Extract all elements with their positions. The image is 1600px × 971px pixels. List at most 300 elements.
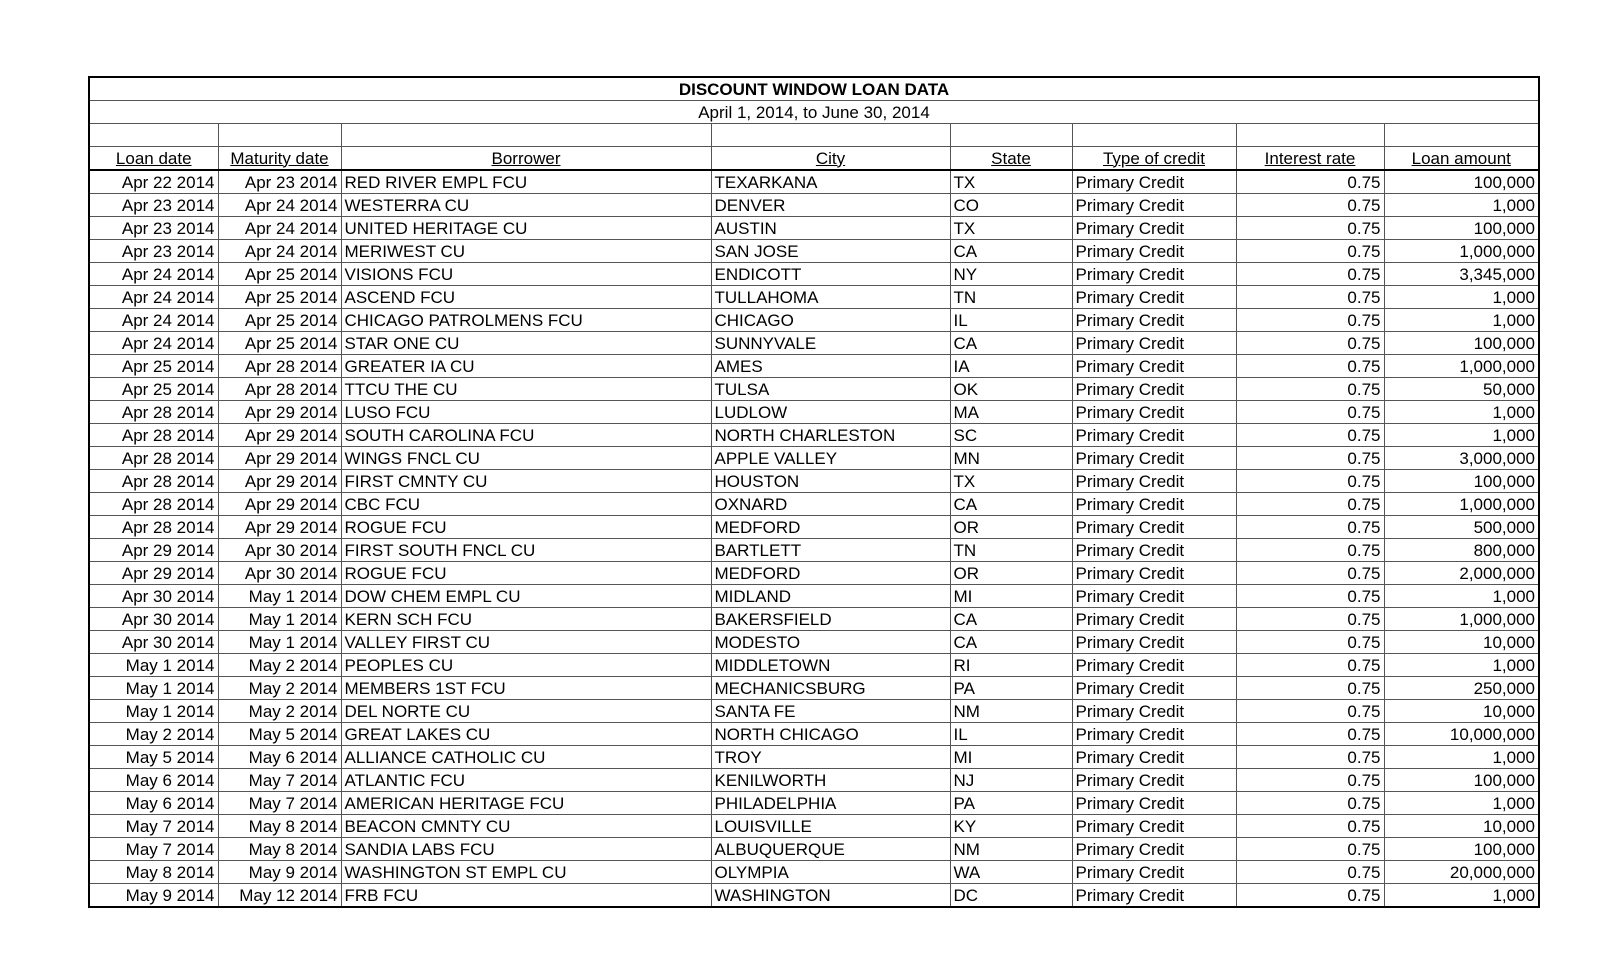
cell-loan-amount: 2,000,000	[1384, 562, 1539, 585]
cell-loan-amount: 50,000	[1384, 378, 1539, 401]
cell-loan-date: Apr 30 2014	[89, 608, 218, 631]
cell-city: SUNNYVALE	[711, 332, 950, 355]
cell-borrower: MEMBERS 1ST FCU	[341, 677, 711, 700]
cell-city: ENDICOTT	[711, 263, 950, 286]
cell-loan-amount: 100,000	[1384, 332, 1539, 355]
cell-type-of-credit: Primary Credit	[1072, 746, 1236, 769]
table-row	[89, 286, 1539, 309]
cell-type-of-credit: Primary Credit	[1072, 263, 1236, 286]
cell-loan-date: May 1 2014	[89, 677, 218, 700]
cell-loan-date: May 6 2014	[89, 792, 218, 815]
table-row	[89, 585, 1539, 608]
table-row	[89, 769, 1539, 792]
cell-maturity-date: May 9 2014	[218, 861, 341, 884]
table-subtitle: April 1, 2014, to June 30, 2014	[89, 101, 1539, 124]
cell-city: MEDFORD	[711, 516, 950, 539]
cell-city: PHILADELPHIA	[711, 792, 950, 815]
cell-interest-rate: 0.75	[1236, 240, 1384, 263]
cell-loan-amount: 10,000,000	[1384, 723, 1539, 746]
cell-interest-rate: 0.75	[1236, 792, 1384, 815]
cell-interest-rate: 0.75	[1236, 217, 1384, 240]
column-header-loan-amount: Loan amount	[1384, 147, 1539, 171]
cell-maturity-date: Apr 24 2014	[218, 194, 341, 217]
table-row	[89, 309, 1539, 332]
cell-type-of-credit: Primary Credit	[1072, 585, 1236, 608]
column-header-state: State	[950, 147, 1072, 171]
cell-loan-amount: 500,000	[1384, 516, 1539, 539]
cell-maturity-date: May 2 2014	[218, 654, 341, 677]
cell-state: IL	[950, 309, 1072, 332]
cell-loan-date: Apr 24 2014	[89, 263, 218, 286]
cell-borrower: MERIWEST CU	[341, 240, 711, 263]
cell-loan-date: Apr 30 2014	[89, 631, 218, 654]
cell-state: NM	[950, 700, 1072, 723]
cell-state: OR	[950, 562, 1072, 585]
table-row	[89, 194, 1539, 217]
cell-loan-amount: 10,000	[1384, 815, 1539, 838]
table-row	[89, 217, 1539, 240]
cell-maturity-date: May 2 2014	[218, 700, 341, 723]
cell-borrower: ALLIANCE CATHOLIC CU	[341, 746, 711, 769]
cell-loan-amount: 10,000	[1384, 631, 1539, 654]
cell-type-of-credit: Primary Credit	[1072, 332, 1236, 355]
cell-borrower: GREATER IA CU	[341, 355, 711, 378]
cell-loan-amount: 100,000	[1384, 217, 1539, 240]
cell-borrower: TTCU THE CU	[341, 378, 711, 401]
cell-state: NM	[950, 838, 1072, 861]
cell-borrower: BEACON CMNTY CU	[341, 815, 711, 838]
cell-borrower: ATLANTIC FCU	[341, 769, 711, 792]
cell-city: AUSTIN	[711, 217, 950, 240]
cell-borrower: WASHINGTON ST EMPL CU	[341, 861, 711, 884]
cell-maturity-date: Apr 23 2014	[218, 170, 341, 194]
table-row	[89, 723, 1539, 746]
cell-interest-rate: 0.75	[1236, 378, 1384, 401]
table-row	[89, 746, 1539, 769]
cell-loan-date: May 9 2014	[89, 884, 218, 908]
cell-interest-rate: 0.75	[1236, 769, 1384, 792]
cell-maturity-date: Apr 28 2014	[218, 355, 341, 378]
table-row	[89, 516, 1539, 539]
cell-borrower: VALLEY FIRST CU	[341, 631, 711, 654]
cell-maturity-date: May 1 2014	[218, 585, 341, 608]
cell-borrower: FIRST SOUTH FNCL CU	[341, 539, 711, 562]
cell-borrower: WESTERRA CU	[341, 194, 711, 217]
cell-loan-date: May 2 2014	[89, 723, 218, 746]
cell-loan-amount: 1,000,000	[1384, 240, 1539, 263]
cell-city: TROY	[711, 746, 950, 769]
cell-loan-date: Apr 28 2014	[89, 447, 218, 470]
cell-loan-amount: 1,000	[1492, 885, 1536, 905]
cell-loan-date: May 1 2014	[89, 700, 218, 723]
cell-state: WA	[950, 861, 1072, 884]
cell-city: MECHANICSBURG	[711, 677, 950, 700]
cell-city: TEXARKANA	[711, 170, 950, 194]
cell-city: AMES	[711, 355, 950, 378]
cell-city: OLYMPIA	[711, 861, 950, 884]
cell-maturity-date: Apr 25 2014	[218, 263, 341, 286]
cell-loan-date: Apr 22 2014	[89, 170, 218, 194]
cell-borrower: DEL NORTE CU	[341, 700, 711, 723]
cell-interest-rate: 0.75	[1236, 608, 1384, 631]
table-row	[89, 493, 1539, 516]
cell-loan-date: Apr 23 2014	[89, 217, 218, 240]
cell-state: MI	[950, 746, 1072, 769]
cell-type-of-credit: Primary Credit	[1072, 815, 1236, 838]
cell-loan-amount: 1,000,000	[1384, 493, 1539, 516]
cell-loan-date: Apr 28 2014	[89, 424, 218, 447]
cell-maturity-date: Apr 29 2014	[218, 470, 341, 493]
cell-state: DC	[950, 884, 1072, 908]
cell-borrower: PEOPLES CU	[341, 654, 711, 677]
cell-city: HOUSTON	[711, 470, 950, 493]
table-row	[89, 792, 1539, 815]
cell-type-of-credit: Primary Credit	[1072, 194, 1236, 217]
cell-borrower: ROGUE FCU	[341, 516, 711, 539]
cell-type-of-credit: Primary Credit	[1072, 378, 1236, 401]
blank-row	[89, 124, 1539, 147]
cell-type-of-credit: Primary Credit	[1072, 792, 1236, 815]
cell-type-of-credit: Primary Credit	[1072, 654, 1236, 677]
cell-maturity-date: May 7 2014	[218, 769, 341, 792]
cell-borrower: SOUTH CAROLINA FCU	[341, 424, 711, 447]
cell-city: LOUISVILLE	[711, 815, 950, 838]
cell-borrower: CHICAGO PATROLMENS FCU	[341, 309, 711, 332]
cell-state: CA	[950, 631, 1072, 654]
table-row	[89, 838, 1539, 861]
cell-interest-rate: 0.75	[1236, 539, 1384, 562]
cell-state: CA	[950, 493, 1072, 516]
cell-loan-date: May 1 2014	[89, 654, 218, 677]
cell-type-of-credit: Primary Credit	[1072, 631, 1236, 654]
cell-interest-rate: 0.75	[1236, 723, 1384, 746]
cell-loan-amount: 20,000,000	[1384, 861, 1539, 884]
column-header-city: City	[711, 147, 950, 171]
cell-loan-amount: 10,000	[1384, 700, 1539, 723]
cell-interest-rate: 0.75	[1236, 447, 1384, 470]
table-row	[89, 631, 1539, 654]
cell-borrower: GREAT LAKES CU	[341, 723, 711, 746]
cell-maturity-date: Apr 25 2014	[218, 309, 341, 332]
cell-borrower: STAR ONE CU	[341, 332, 711, 355]
table-row	[89, 401, 1539, 424]
cell-type-of-credit: Primary Credit	[1072, 608, 1236, 631]
cell-borrower: VISIONS FCU	[341, 263, 711, 286]
loan-data-table	[88, 76, 1540, 908]
cell-interest-rate: 0.75	[1236, 516, 1384, 539]
cell-interest-rate: 0.75	[1236, 170, 1384, 194]
cell-type-of-credit: Primary Credit	[1072, 700, 1236, 723]
cell-maturity-date: Apr 24 2014	[218, 240, 341, 263]
cell-city: MEDFORD	[711, 562, 950, 585]
column-header-interest-rate: Interest rate	[1236, 147, 1384, 171]
cell-loan-date: Apr 30 2014	[89, 585, 218, 608]
cell-interest-rate: 0.75	[1236, 355, 1384, 378]
cell-city: APPLE VALLEY	[711, 447, 950, 470]
cell-borrower: UNITED HERITAGE CU	[341, 217, 711, 240]
cell-interest-rate: 0.75	[1236, 654, 1384, 677]
cell-loan-date: May 8 2014	[89, 861, 218, 884]
cell-state: IL	[950, 723, 1072, 746]
table-row	[89, 539, 1539, 562]
cell-type-of-credit: Primary Credit	[1072, 309, 1236, 332]
cell-loan-amount: 1,000	[1384, 424, 1539, 447]
cell-state: CA	[950, 608, 1072, 631]
cell-loan-date: Apr 28 2014	[89, 493, 218, 516]
cell-interest-rate: 0.75	[1236, 677, 1384, 700]
cell-interest-rate: 0.75	[1236, 194, 1384, 217]
cell-interest-rate: 0.75	[1236, 815, 1384, 838]
cell-state: TN	[950, 286, 1072, 309]
cell-state: MN	[950, 447, 1072, 470]
cell-maturity-date: Apr 24 2014	[218, 217, 341, 240]
cell-borrower: ROGUE FCU	[341, 562, 711, 585]
cell-state: TX	[950, 470, 1072, 493]
table-row	[89, 447, 1539, 470]
cell-interest-rate: 0.75	[1236, 838, 1384, 861]
cell-city: ALBUQUERQUE	[711, 838, 950, 861]
cell-loan-amount: 100,000	[1384, 769, 1539, 792]
cell-borrower: WINGS FNCL CU	[341, 447, 711, 470]
cell-loan-date: Apr 24 2014	[89, 309, 218, 332]
cell-maturity-date: May 1 2014	[218, 608, 341, 631]
table-title: DISCOUNT WINDOW LOAN DATA	[89, 77, 1539, 101]
cell-maturity-date: Apr 29 2014	[218, 401, 341, 424]
cell-type-of-credit: Primary Credit	[1072, 723, 1236, 746]
cell-borrower: CBC FCU	[341, 493, 711, 516]
cell-loan-date: Apr 25 2014	[89, 378, 218, 401]
cell-state: OK	[950, 378, 1072, 401]
cell-city: NORTH CHARLESTON	[711, 424, 950, 447]
cell-city: MIDDLETOWN	[711, 654, 950, 677]
cell-state: MA	[950, 401, 1072, 424]
table-row	[89, 608, 1539, 631]
cell-interest-rate: 0.75	[1236, 332, 1384, 355]
cell-loan-date: Apr 24 2014	[89, 286, 218, 309]
cell-state: NJ	[950, 769, 1072, 792]
table-row	[89, 424, 1539, 447]
cell-maturity-date: Apr 29 2014	[218, 447, 341, 470]
column-header-row	[89, 147, 1539, 171]
cell-type-of-credit: Primary Credit	[1072, 884, 1236, 908]
cell-borrower: DOW CHEM EMPL CU	[341, 585, 711, 608]
cell-loan-date: May 7 2014	[89, 838, 218, 861]
table-row	[89, 562, 1539, 585]
cell-loan-amount: 1,000	[1384, 792, 1539, 815]
cell-maturity-date: Apr 29 2014	[218, 516, 341, 539]
cell-type-of-credit: Primary Credit	[1072, 355, 1236, 378]
cell-borrower: LUSO FCU	[341, 401, 711, 424]
cell-loan-amount: 1,000	[1384, 286, 1539, 309]
cell-loan-amount: 250,000	[1384, 677, 1539, 700]
cell-city: MODESTO	[711, 631, 950, 654]
cell-loan-date: Apr 24 2014	[89, 332, 218, 355]
cell-state: RI	[950, 654, 1072, 677]
column-header-borrower: Borrower	[341, 147, 711, 171]
table-row	[89, 700, 1539, 723]
cell-state: PA	[950, 677, 1072, 700]
table-row	[89, 378, 1539, 401]
cell-borrower: FIRST CMNTY CU	[341, 470, 711, 493]
cell-state: IA	[950, 355, 1072, 378]
cell-borrower: RED RIVER EMPL FCU	[341, 170, 711, 194]
cell-maturity-date: Apr 30 2014	[218, 562, 341, 585]
cell-type-of-credit: Primary Credit	[1072, 170, 1236, 194]
cell-type-of-credit: Primary Credit	[1072, 677, 1236, 700]
cell-type-of-credit: Primary Credit	[1072, 217, 1236, 240]
cell-interest-rate: 0.75	[1236, 493, 1384, 516]
cell-loan-amount: 1,000	[1384, 654, 1539, 677]
table-body	[89, 170, 1539, 907]
cell-city: BARTLETT	[711, 539, 950, 562]
cell-type-of-credit: Primary Credit	[1072, 562, 1236, 585]
cell-interest-rate: 0.75	[1236, 286, 1384, 309]
cell-city: LUDLOW	[711, 401, 950, 424]
cell-city: DENVER	[711, 194, 950, 217]
cell-interest-rate: 0.75	[1236, 884, 1384, 908]
cell-type-of-credit: Primary Credit	[1072, 424, 1236, 447]
cell-city: SAN JOSE	[711, 240, 950, 263]
cell-loan-date: May 7 2014	[89, 815, 218, 838]
table-row	[89, 170, 1539, 194]
cell-city: WASHINGTON	[711, 884, 950, 908]
cell-type-of-credit: Primary Credit	[1072, 286, 1236, 309]
cell-interest-rate: 0.75	[1236, 861, 1384, 884]
cell-city: NORTH CHICAGO	[711, 723, 950, 746]
cell-loan-date: Apr 23 2014	[89, 240, 218, 263]
table-row	[89, 240, 1539, 263]
table-row	[89, 815, 1539, 838]
cell-loan-date: Apr 23 2014	[89, 194, 218, 217]
cell-type-of-credit: Primary Credit	[1072, 516, 1236, 539]
cell-city: OXNARD	[711, 493, 950, 516]
cell-state: NY	[950, 263, 1072, 286]
cell-maturity-date: May 7 2014	[218, 792, 341, 815]
cell-type-of-credit: Primary Credit	[1072, 470, 1236, 493]
cell-maturity-date: May 12 2014	[218, 884, 341, 908]
cell-state: MI	[950, 585, 1072, 608]
cell-state: KY	[950, 815, 1072, 838]
cell-borrower: FRB FCU	[341, 884, 711, 908]
cell-loan-date: Apr 29 2014	[89, 562, 218, 585]
table-row	[89, 677, 1539, 700]
cell-interest-rate: 0.75	[1236, 424, 1384, 447]
cell-state: CA	[950, 332, 1072, 355]
cell-interest-rate: 0.75	[1236, 470, 1384, 493]
cell-maturity-date: May 5 2014	[218, 723, 341, 746]
cell-loan-amount: 1,000	[1384, 585, 1539, 608]
cell-state: OR	[950, 516, 1072, 539]
table-row	[89, 263, 1539, 286]
cell-maturity-date: Apr 28 2014	[218, 378, 341, 401]
cell-maturity-date: Apr 25 2014	[218, 332, 341, 355]
cell-borrower: KERN SCH FCU	[341, 608, 711, 631]
cell-loan-amount: 3,000,000	[1384, 447, 1539, 470]
cell-loan-amount: 1,000,000	[1384, 355, 1539, 378]
cell-type-of-credit: Primary Credit	[1072, 240, 1236, 263]
cell-state: TX	[950, 217, 1072, 240]
cell-type-of-credit: Primary Credit	[1072, 769, 1236, 792]
cell-type-of-credit: Primary Credit	[1072, 539, 1236, 562]
cell-loan-amount: 1,000,000	[1384, 608, 1539, 631]
column-header-type-of-credit: Type of credit	[1072, 147, 1236, 171]
table-row	[89, 654, 1539, 677]
cell-interest-rate: 0.75	[1236, 562, 1384, 585]
cell-city: KENILWORTH	[711, 769, 950, 792]
cell-city: TULLAHOMA	[711, 286, 950, 309]
cell-loan-amount: 3,345,000	[1384, 263, 1539, 286]
table-row	[89, 884, 1539, 908]
cell-interest-rate: 0.75	[1236, 585, 1384, 608]
cell-maturity-date: May 6 2014	[218, 746, 341, 769]
cell-loan-amount: 800,000	[1384, 539, 1539, 562]
cell-interest-rate: 0.75	[1236, 401, 1384, 424]
cell-city: SANTA FE	[711, 700, 950, 723]
cell-loan-date: Apr 28 2014	[89, 401, 218, 424]
cell-loan-amount: 100,000	[1384, 838, 1539, 861]
cell-maturity-date: May 8 2014	[218, 815, 341, 838]
cell-loan-date: Apr 25 2014	[89, 355, 218, 378]
column-header-loan-date: Loan date	[89, 147, 218, 171]
cell-type-of-credit: Primary Credit	[1072, 447, 1236, 470]
cell-city: CHICAGO	[711, 309, 950, 332]
cell-loan-date: Apr 28 2014	[89, 516, 218, 539]
cell-maturity-date: Apr 30 2014	[218, 539, 341, 562]
cell-loan-amount: 100,000	[1384, 170, 1539, 194]
table-row	[89, 332, 1539, 355]
cell-city: TULSA	[711, 378, 950, 401]
cell-city: BAKERSFIELD	[711, 608, 950, 631]
table-row	[89, 861, 1539, 884]
cell-interest-rate: 0.75	[1236, 263, 1384, 286]
cell-borrower: SANDIA LABS FCU	[341, 838, 711, 861]
cell-borrower: AMERICAN HERITAGE FCU	[341, 792, 711, 815]
cell-maturity-date: Apr 25 2014	[218, 286, 341, 309]
cell-state: TX	[950, 170, 1072, 194]
cell-interest-rate: 0.75	[1236, 700, 1384, 723]
cell-maturity-date: May 2 2014	[218, 677, 341, 700]
cell-state: PA	[950, 792, 1072, 815]
cell-type-of-credit: Primary Credit	[1072, 401, 1236, 424]
cell-borrower: ASCEND FCU	[341, 286, 711, 309]
cell-loan-amount: 1,000	[1384, 309, 1539, 332]
table-row	[89, 470, 1539, 493]
cell-type-of-credit: Primary Credit	[1072, 838, 1236, 861]
cell-city: MIDLAND	[711, 585, 950, 608]
cell-interest-rate: 0.75	[1236, 746, 1384, 769]
cell-maturity-date: May 8 2014	[218, 838, 341, 861]
cell-type-of-credit: Primary Credit	[1072, 861, 1236, 884]
cell-loan-amount: 1,000	[1384, 746, 1539, 769]
cell-loan-amount: 1,000	[1384, 194, 1539, 217]
cell-maturity-date: Apr 29 2014	[218, 493, 341, 516]
cell-maturity-date: May 1 2014	[218, 631, 341, 654]
cell-loan-amount: 1,000	[1384, 401, 1539, 424]
cell-interest-rate: 0.75	[1236, 309, 1384, 332]
table-row	[89, 355, 1539, 378]
cell-state: CA	[950, 240, 1072, 263]
cell-state: CO	[950, 194, 1072, 217]
cell-state: SC	[950, 424, 1072, 447]
cell-loan-date: May 6 2014	[89, 769, 218, 792]
cell-interest-rate: 0.75	[1236, 631, 1384, 654]
cell-loan-date: May 5 2014	[89, 746, 218, 769]
cell-maturity-date: Apr 29 2014	[218, 424, 341, 447]
cell-loan-date: Apr 28 2014	[89, 470, 218, 493]
cell-state: TN	[950, 539, 1072, 562]
cell-loan-date: Apr 29 2014	[89, 539, 218, 562]
cell-type-of-credit: Primary Credit	[1072, 493, 1236, 516]
